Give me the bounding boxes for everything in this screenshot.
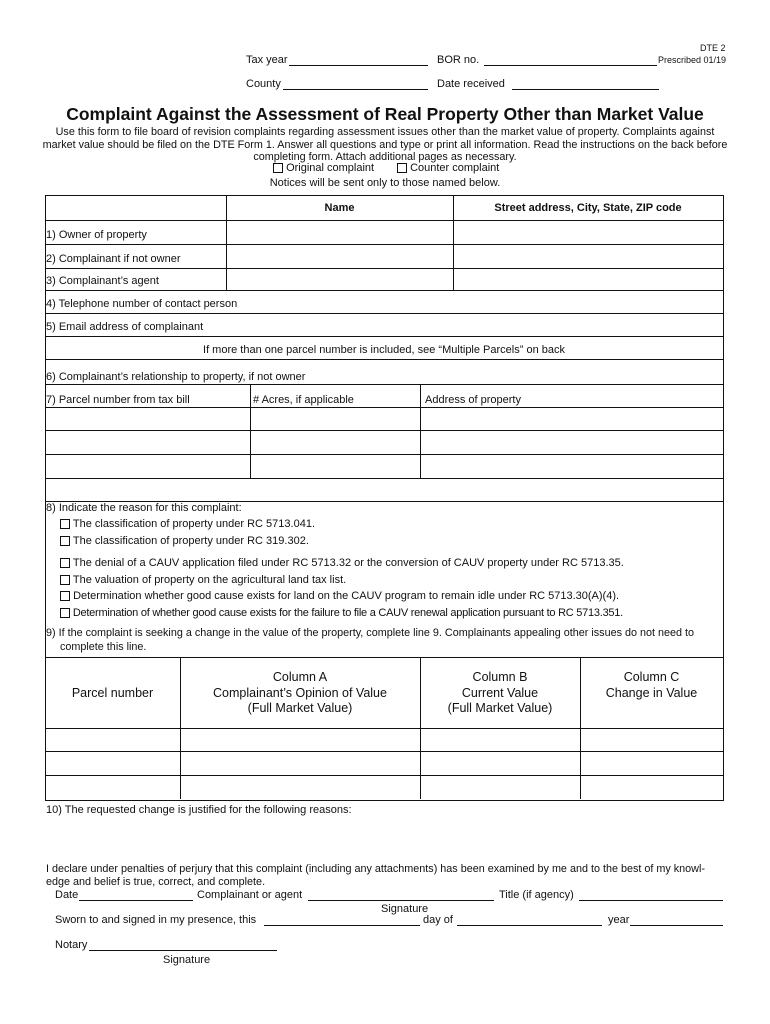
reason-option[interactable] [60, 557, 624, 569]
row-email-label: 5) Email address of complainant [46, 321, 204, 333]
col-b-subtitle: Current Value [461, 685, 539, 700]
col-c-subtitle: Change in Value [605, 685, 698, 700]
reason-checkbox[interactable] [60, 558, 70, 568]
row-property-address-label: Address of property [425, 394, 521, 406]
col-name-header: Name [324, 202, 355, 214]
row-relationship-label: 6) Complainant’s relationship to property, if not owner [46, 371, 306, 383]
col-c-title: Column C [623, 670, 680, 684]
notary-signature-caption: Signature [163, 954, 211, 966]
reason-label: The valuation of property on the agricultural land tax list. [72, 574, 347, 586]
intro-text: Use this form to file board of revision complaints regarding assessment issues other than the market value of property. Complaints against market value should be filed on the DTE Form 1. Answer all questions and type or print all information. Read the instructions on the back before completing form. Attach additional pages as necessary. [42, 126, 728, 163]
reason-label: The denial of a CAUV application filed under RC 5713.32 or the conversion of CAUV property under RC 5713.35. [72, 557, 624, 569]
section9-line2: complete this line. [60, 641, 147, 653]
date-received-label: Date received [437, 78, 505, 90]
row-parcel-label: 7) Parcel number from tax bill [46, 394, 190, 406]
row-complainant-label: 2) Complainant if not owner [46, 253, 181, 265]
form-id: DTE 2 [700, 43, 726, 53]
tax-year-label: Tax year [246, 54, 288, 66]
row-agent-label: 3) Complainant’s agent [46, 275, 159, 287]
reason-label: Determination whether good cause exists for land on the CAUV program to remain idle under RC 5713.30(A)(4). [73, 590, 620, 602]
complainant-signature-caption: Signature [381, 903, 429, 915]
complainant-label: Complainant or agent [197, 889, 303, 901]
row-acres-label: # Acres, if applicable [253, 394, 354, 406]
date-label: Date [55, 889, 79, 901]
row-owner-label: 1) Owner of property [46, 229, 147, 241]
prescribed-date: Prescribed 01/19 [658, 55, 727, 65]
col-c-header [580, 670, 723, 701]
reason-checkbox[interactable] [60, 591, 70, 601]
complainant-signature-field[interactable] [308, 900, 494, 901]
original-complaint-checkbox[interactable] [273, 163, 283, 173]
reason-option[interactable] [60, 518, 315, 530]
counter-complaint-label: Counter complaint [410, 162, 500, 174]
col-b-title: Column B [472, 670, 528, 684]
counter-complaint-option[interactable] [397, 162, 499, 174]
year-field[interactable] [630, 925, 723, 926]
reason-option[interactable] [60, 607, 623, 619]
section8-heading: 8) Indicate the reason for this complaint: [46, 502, 242, 514]
section10-label: 10) The requested change is justified for the following reasons: [46, 804, 352, 816]
col-b-note: (Full Market Value) [447, 701, 553, 715]
title-agency-label: Title (if agency) [499, 889, 574, 901]
reason-label: The classification of property under RC 5713.041. [72, 518, 315, 530]
col-a-title: Column A [272, 670, 328, 684]
month-field[interactable] [457, 925, 602, 926]
reason-option[interactable] [60, 535, 309, 547]
col-a-header [180, 670, 420, 717]
reason-checkbox[interactable] [60, 536, 70, 546]
date-received-field[interactable] [512, 89, 659, 90]
bor-label: BOR no. [437, 54, 480, 66]
notary-signature-field[interactable] [89, 950, 277, 951]
col-a-note: (Full Market Value) [247, 701, 353, 715]
notary-label: Notary [55, 939, 88, 951]
reason-option[interactable] [60, 590, 619, 602]
reason-label: The classification of property under RC 319.302. [72, 535, 309, 547]
notices-note: Notices will be sent only to those named below. [269, 177, 501, 189]
col-parcel-header: Parcel number [71, 686, 154, 700]
reason-checkbox[interactable] [60, 575, 70, 585]
sworn-day-field[interactable] [264, 925, 420, 926]
multiple-parcels-note: If more than one parcel number is included, see “Multiple Parcels” on back [203, 344, 565, 356]
original-complaint-option[interactable] [273, 162, 374, 174]
bor-field[interactable] [484, 65, 657, 66]
page-title: Complaint Against the Assessment of Real Property Other than Market Value [66, 104, 704, 124]
section9-line1: 9) If the complaint is seeking a change in the value of the property, complete line 9. Complainants appealing other issues do not need to [46, 627, 695, 639]
counter-complaint-checkbox[interactable] [397, 163, 407, 173]
original-complaint-label: Original complaint [286, 162, 375, 174]
col-b-header [420, 670, 580, 717]
date-field[interactable] [79, 900, 193, 901]
reason-checkbox[interactable] [60, 608, 70, 618]
reason-checkbox[interactable] [60, 519, 70, 529]
col-address-header: Street address, City, State, ZIP code [494, 202, 682, 214]
year-label: year [608, 914, 630, 926]
county-label: County [246, 78, 281, 90]
col-a-subtitle: Complainant’s Opinion of Value [213, 685, 387, 700]
reason-option[interactable] [60, 574, 346, 586]
declaration-line1: I declare under penalties of perjury that this complaint (including any attachments) has been examined by me and to the best of my knowl- [46, 863, 705, 875]
row-telephone-label: 4) Telephone number of contact person [46, 298, 238, 310]
reason-label: Determination of whether good cause exists for the failure to file a CAUV renewal application pursuant to RC 5713.351. [72, 607, 623, 619]
county-field[interactable] [283, 89, 428, 90]
tax-year-field[interactable] [289, 65, 428, 66]
title-agency-field[interactable] [579, 900, 723, 901]
day-of-label: day of [423, 914, 453, 926]
declaration-line2: edge and belief is true, correct, and complete. [46, 876, 266, 888]
sworn-label: Sworn to and signed in my presence, this [55, 914, 257, 926]
